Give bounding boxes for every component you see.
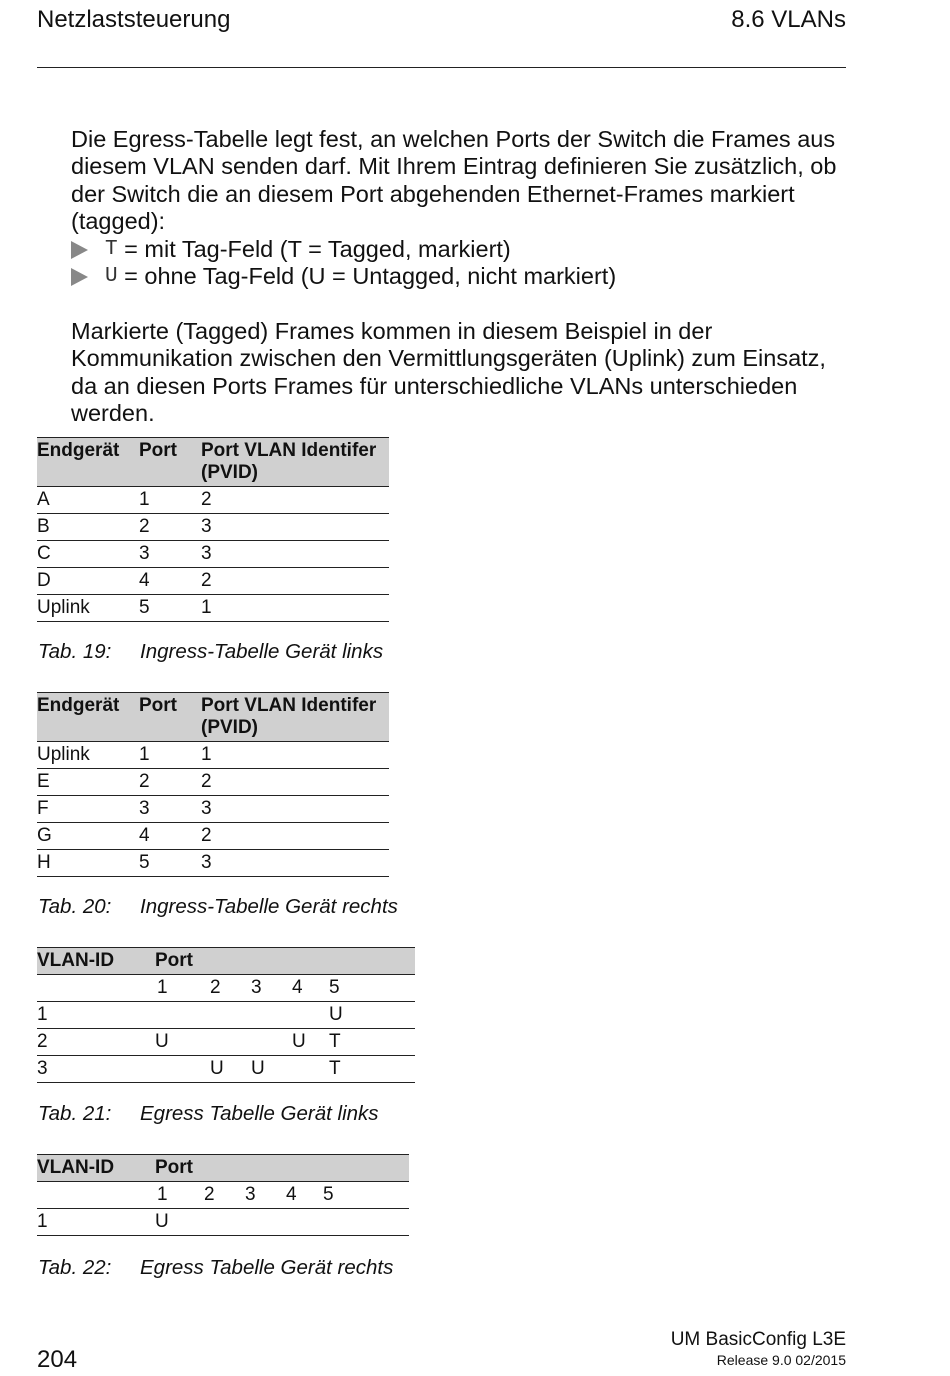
cell: U bbox=[251, 1056, 292, 1083]
caption-number: Tab. 19: bbox=[38, 640, 112, 663]
cell: 4 bbox=[139, 823, 201, 850]
bullet-text: = ohne Tag-Feld (U = Untagged, nicht markiert) bbox=[124, 263, 617, 289]
cell: 2 bbox=[139, 514, 201, 541]
cell: T bbox=[329, 1056, 415, 1083]
footer-doc-title: UM BasicConfig L3E bbox=[670, 1329, 846, 1350]
cell bbox=[292, 1056, 329, 1083]
cell: H bbox=[37, 850, 139, 877]
running-header-left: Netzlaststeuerung bbox=[37, 6, 231, 33]
port-number: 2 bbox=[210, 975, 251, 1002]
cell: 3 bbox=[139, 541, 201, 568]
caption-number: Tab. 21: bbox=[38, 1102, 112, 1125]
cell: U bbox=[210, 1056, 251, 1083]
cell bbox=[210, 1002, 251, 1029]
cell: Uplink bbox=[37, 742, 139, 769]
col-header: Endgerät bbox=[37, 693, 139, 742]
table-row bbox=[37, 514, 389, 541]
cell bbox=[323, 1209, 409, 1236]
table-caption bbox=[38, 640, 383, 664]
table-row bbox=[37, 1209, 409, 1236]
port-number: 4 bbox=[292, 975, 329, 1002]
cell: 3 bbox=[139, 796, 201, 823]
cell: Uplink bbox=[37, 595, 139, 622]
caption-text: Egress Tabelle Gerät rechts bbox=[140, 1256, 394, 1279]
cell: C bbox=[37, 541, 139, 568]
port-number-row bbox=[37, 1182, 409, 1209]
cell: U bbox=[329, 1002, 415, 1029]
table-caption bbox=[38, 1102, 379, 1126]
egress-table-right bbox=[37, 1154, 409, 1236]
bullet-item bbox=[71, 236, 511, 263]
header-rule bbox=[37, 67, 846, 68]
port-number: 4 bbox=[286, 1182, 323, 1209]
table-row bbox=[37, 1002, 415, 1029]
caption-number: Tab. 20: bbox=[38, 895, 112, 918]
col-header: Port bbox=[139, 693, 201, 742]
cell bbox=[251, 1029, 292, 1056]
cell: 2 bbox=[201, 487, 389, 514]
port-number: 1 bbox=[155, 975, 210, 1002]
intro-paragraph: Die Egress-Tabelle legt fest, an welchen Ports der Switch die Frames aus diesem VLAN senden darf. Mit Ihrem Eintrag definieren Sie zusätzlich, ob der Switch die an diesem Port abgehenden Ethernet-Frames markiert (tagged): bbox=[71, 126, 837, 234]
port-number: 3 bbox=[245, 1182, 286, 1209]
cell bbox=[210, 1029, 251, 1056]
caption-text: Ingress-Tabelle Gerät links bbox=[140, 640, 384, 663]
cell: E bbox=[37, 769, 139, 796]
col-header: Port VLAN Identifer (PVID) bbox=[201, 438, 389, 487]
cell bbox=[204, 1209, 245, 1236]
cell bbox=[245, 1209, 286, 1236]
port-number-row bbox=[37, 975, 415, 1002]
cell: A bbox=[37, 487, 139, 514]
cell: T bbox=[329, 1029, 415, 1056]
cell: 2 bbox=[37, 1029, 155, 1056]
col-header: Port bbox=[155, 948, 415, 975]
cell: 2 bbox=[201, 823, 389, 850]
cell: 2 bbox=[139, 769, 201, 796]
cell: 1 bbox=[139, 487, 201, 514]
col-header: Port bbox=[155, 1155, 409, 1182]
cell: 3 bbox=[201, 514, 389, 541]
table-row bbox=[37, 595, 389, 622]
table-row bbox=[37, 568, 389, 595]
table-row bbox=[37, 823, 389, 850]
cell: 5 bbox=[139, 850, 201, 877]
cell: 1 bbox=[139, 742, 201, 769]
cell: U bbox=[155, 1029, 210, 1056]
ingress-table-right bbox=[37, 692, 389, 877]
table-caption bbox=[38, 1256, 393, 1280]
cell: 4 bbox=[139, 568, 201, 595]
table-row bbox=[37, 796, 389, 823]
cell: U bbox=[155, 1209, 204, 1236]
col-header: VLAN-ID bbox=[37, 1155, 155, 1182]
cell bbox=[251, 1002, 292, 1029]
caption-text: Ingress-Tabelle Gerät rechts bbox=[140, 895, 398, 918]
table-row bbox=[37, 487, 389, 514]
triangle-bullet-icon bbox=[71, 241, 88, 259]
bullet-code: T bbox=[105, 238, 118, 261]
port-number: 2 bbox=[204, 1182, 245, 1209]
port-number: 1 bbox=[155, 1182, 204, 1209]
cell: F bbox=[37, 796, 139, 823]
table-caption bbox=[38, 895, 398, 919]
page-number: 204 bbox=[37, 1346, 78, 1373]
cell: 2 bbox=[201, 769, 389, 796]
triangle-bullet-icon bbox=[71, 268, 88, 286]
port-number: 5 bbox=[329, 975, 415, 1002]
cell: 1 bbox=[37, 1209, 155, 1236]
bullet-code: U bbox=[105, 265, 118, 288]
cell: 1 bbox=[201, 595, 389, 622]
col-header: Endgerät bbox=[37, 438, 139, 487]
cell bbox=[155, 1056, 210, 1083]
table-row bbox=[37, 541, 389, 568]
table-row bbox=[37, 1056, 415, 1083]
table-row bbox=[37, 742, 389, 769]
cell: 5 bbox=[139, 595, 201, 622]
table-row bbox=[37, 850, 389, 877]
table-row bbox=[37, 769, 389, 796]
cell: 3 bbox=[201, 541, 389, 568]
cell: U bbox=[292, 1029, 329, 1056]
footer-release: Release 9.0 02/2015 bbox=[716, 1352, 846, 1368]
caption-text: Egress Tabelle Gerät links bbox=[140, 1102, 379, 1125]
cell bbox=[155, 1002, 210, 1029]
cell: 2 bbox=[201, 568, 389, 595]
cell: G bbox=[37, 823, 139, 850]
table-row bbox=[37, 1029, 415, 1056]
cell: 3 bbox=[201, 850, 389, 877]
tagged-paragraph: Markierte (Tagged) Frames kommen in diesem Beispiel in der Kommunikation zwischen den Vermittlungsgeräten (Uplink) zum Einsatz, da an diesen Ports Frames für unterschiedliche VLANs unterschieden werden. bbox=[71, 318, 826, 426]
cell: 1 bbox=[37, 1002, 155, 1029]
port-number: 5 bbox=[323, 1182, 409, 1209]
cell bbox=[286, 1209, 323, 1236]
col-header: Port VLAN Identifer (PVID) bbox=[201, 693, 389, 742]
bullet-text: = mit Tag-Feld (T = Tagged, markiert) bbox=[124, 236, 511, 262]
running-header-right: 8.6 VLANs bbox=[731, 6, 846, 33]
cell: D bbox=[37, 568, 139, 595]
bullet-item bbox=[71, 263, 616, 290]
cell bbox=[292, 1002, 329, 1029]
col-header: Port bbox=[139, 438, 201, 487]
cell: B bbox=[37, 514, 139, 541]
egress-table-left bbox=[37, 947, 415, 1083]
cell: 1 bbox=[201, 742, 389, 769]
cell: 3 bbox=[37, 1056, 155, 1083]
port-number: 3 bbox=[251, 975, 292, 1002]
cell: 3 bbox=[201, 796, 389, 823]
col-header: VLAN-ID bbox=[37, 948, 155, 975]
caption-number: Tab. 22: bbox=[38, 1256, 112, 1279]
ingress-table-left bbox=[37, 437, 389, 622]
